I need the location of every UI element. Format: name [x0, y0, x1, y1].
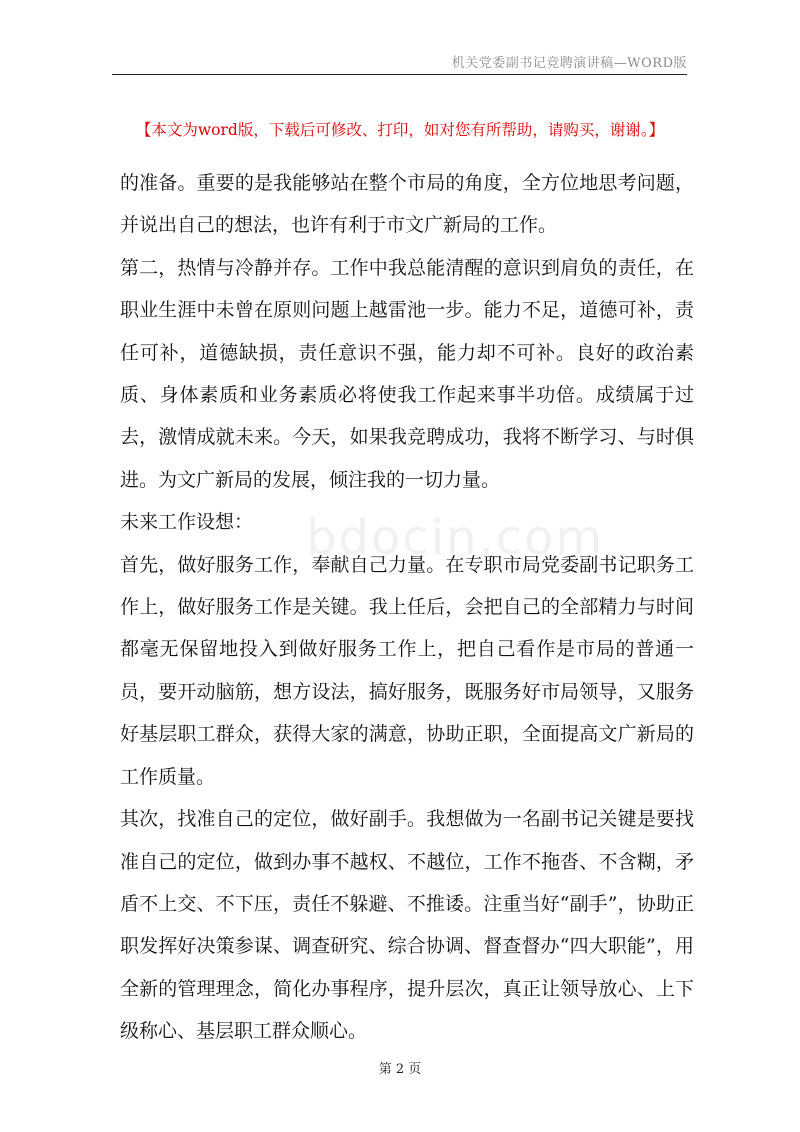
purchase-notice: 【本文为word版，下载后可修改、打印，如对您有所帮助，请购买，谢谢。】: [135, 121, 665, 139]
paragraph-4: 首先，做好服务工作，奉献自己力量。在专职市局党委副书记职务工作上，做好服务工作是关键。我上任后，会把自己的全部精力与时间都毫无保留地投入到做好服务工作上，把自己看作是市局的普通一员，要开动脑筋，想方设法，搞好服务，既服务好市局领导，又服务好基层职工群众，获得大家的满意，协助正职，全面提高文广新局的工作质量。: [120, 553, 694, 788]
header-divider: [112, 74, 687, 75]
paragraph-2: 第二，热情与冷静并存。工作中我总能清醒的意识到肩负的责任，在职业生涯中未曾在原则问题上越雷池一步。能力不足，道德可补，责任可补，道德缺损，责任意识不强，能力却不可补。良好的政治素质、身体素质和业务素质必将使我工作起来事半功倍。成绩属于过去，激情成就未来。今天，如果我竞聘成功，我将不断学习、与时俱进。为文广新局的发展，倾注我的一切力量。: [120, 256, 694, 491]
document-header-title: 机关党委副书记竞聘演讲稿—WORD版: [451, 56, 687, 71]
paragraph-5: 其次，找准自己的定位，做好副手。我想做为一名副书记关键是要找准自己的定位，做到办事不越权、不越位，工作不拖沓、不含糊，矛盾不上交、不下压，责任不躲避、不推诿。注重当好“副手”，协助正职发挥好决策参谋、调查研究、综合协调、督查督办“四大职能”，用全新的管理理念，简化办事程序，提升层次，真正让领导放心、上下级称心、基层职工群众顺心。: [120, 808, 694, 1043]
paragraph-1: 的准备。重要的是我能够站在整个市局的角度，全方位地思考问题，并说出自己的想法，也许有利于市文广新局的工作。: [120, 172, 694, 237]
paragraph-3: 未来工作设想：: [120, 511, 254, 534]
watermark: bdocin.com: [306, 510, 605, 566]
page-number: 第 2 页: [378, 1062, 422, 1077]
document-body: [120, 162, 694, 1053]
